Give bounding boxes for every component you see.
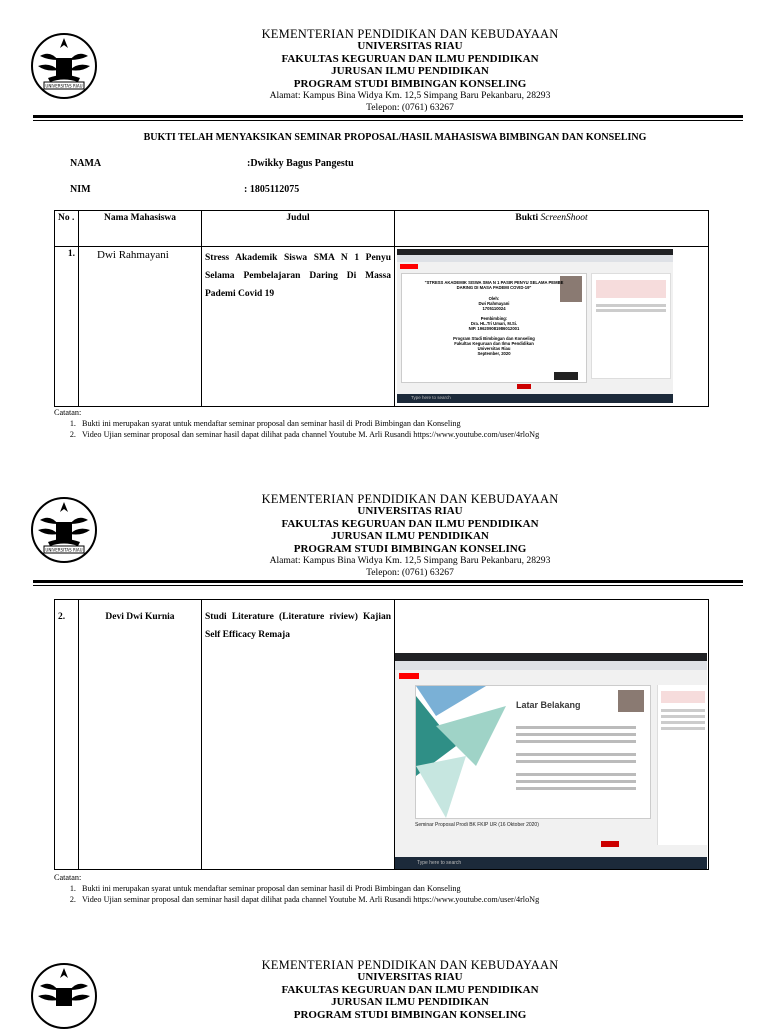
faculty-name: FAKULTAS KEGURUAN DAN ILMU PENDIDIKAN xyxy=(281,517,539,530)
subscribe-button[interactable] xyxy=(517,384,531,389)
table-row xyxy=(55,247,709,407)
note-item: 1. Bukti ini merupakan syarat untuk mendaftar seminar proposal dan seminar hasil di Prodi Bimbingan dan Konseling xyxy=(78,883,539,894)
svg-text:UNIVERSITAS RIAU: UNIVERSITAS RIAU xyxy=(45,83,83,89)
notes-1 xyxy=(54,407,539,440)
department-name: JURUSAN ILMU PENDIDIKAN xyxy=(331,65,489,78)
university-logo xyxy=(30,962,98,1030)
row-no: 2. xyxy=(55,600,79,870)
ministry-name: KEMENTERIAN PENDIDIKAN DAN KEBUDAYAAN xyxy=(261,492,559,506)
divider xyxy=(33,115,743,118)
university-logo xyxy=(30,496,98,564)
slide-preview: Latar Belakang xyxy=(415,685,651,819)
nim-value: : 1805112075 xyxy=(244,184,300,195)
video-title: Seminar Proposal Prodi BK FKIP UR (16 Oktober 2020) xyxy=(415,822,539,828)
proof-table-1 xyxy=(54,210,709,407)
nim-label: NIM xyxy=(70,184,91,195)
row-judul: Stress Akademik Siswa SMA N 1 Penyu Selama Pembelajaran Daring Di Massa Pademi Covid 19 xyxy=(202,247,395,407)
note-item: 1. Bukti ini merupakan syarat untuk mendaftar seminar proposal dan seminar hasil di Prodi Bimbingan dan Konseling xyxy=(78,418,539,429)
screenshot-image xyxy=(395,653,707,869)
phone: Telepon: (0761) 63267 xyxy=(366,102,454,114)
header-no: No . xyxy=(55,211,79,247)
ministry-name: KEMENTERIAN PENDIDIKAN DAN KEBUDAYAAN xyxy=(261,27,559,41)
divider xyxy=(33,585,743,586)
proof-table-2 xyxy=(54,599,709,870)
header-nama: Nama Mahasiswa xyxy=(79,211,202,247)
row-nama: Dwi Rahmayani xyxy=(79,247,202,407)
youtube-logo-icon xyxy=(399,673,419,679)
row-judul: Studi Literature (Literature riview) Kajian Self Efficacy Remaja xyxy=(202,600,395,870)
department-name: JURUSAN ILMU PENDIDIKAN xyxy=(331,530,489,543)
row-no: 1. xyxy=(55,247,79,407)
faculty-name: FAKULTAS KEGURUAN DAN ILMU PENDIDIKAN xyxy=(281,983,539,996)
notes-2 xyxy=(54,872,539,905)
table-row xyxy=(55,600,709,870)
header-judul: Judul xyxy=(202,211,395,247)
row-screenshot xyxy=(395,247,709,407)
taskbar: Type here to search xyxy=(395,857,707,869)
address: Alamat: Kampus Bina Widya Km. 12,5 Simpang Baru Pekanbaru, 28293 xyxy=(269,555,551,567)
notes-label: Catatan: xyxy=(54,873,82,882)
subscribe-button[interactable] xyxy=(601,841,619,847)
live-chat-panel xyxy=(591,273,671,379)
note-item: 2. Video Ujian seminar proposal dan seminar hasil dapat dilihat pada channel Youtube M. Arli Rusandi https://www.youtube.com/user/4rloNg xyxy=(78,429,539,440)
university-name: UNIVERSITAS RIAU xyxy=(357,505,463,518)
header-bukti: Bukti ScreenShoot xyxy=(395,211,709,247)
youtube-logo-icon xyxy=(400,264,418,269)
live-chat-panel xyxy=(657,685,707,845)
address: Alamat: Kampus Bina Widya Km. 12,5 Simpang Baru Pekanbaru, 28293 xyxy=(269,90,551,102)
phone: Telepon: (0761) 63267 xyxy=(366,567,454,579)
ministry-name: KEMENTERIAN PENDIDIKAN DAN KEBUDAYAAN xyxy=(261,958,559,972)
university-name: UNIVERSITAS RIAU xyxy=(357,40,463,53)
nama-value: :Dwikky Bagus Pangestu xyxy=(247,158,354,169)
university-name: UNIVERSITAS RIAU xyxy=(357,971,463,984)
slide-preview: "STRESS AKADEMIK SISWA SMA N 1 PASIR PENYU SELAMA PEMBE DARING DI MASA PADEMI COVID-19" Oleh: Dwi Rahmayani 1705110024 Pembimbing: Dra. HL.Tri Umari, M.Si. NIP. 196209081986012001 Program Studi Bimbingan dan Konseling Fakultas Keguruan dan Ilmu Pendidikan Universitas Riau September, 2020 xyxy=(401,273,587,383)
screenshot-image xyxy=(397,249,673,403)
svg-text:UNIVERSITAS RIAU: UNIVERSITAS RIAU xyxy=(45,547,83,553)
notes-label: Catatan: xyxy=(54,408,82,417)
faculty-name: FAKULTAS KEGURUAN DAN ILMU PENDIDIKAN xyxy=(281,52,539,65)
university-logo xyxy=(30,32,98,100)
program-name: PROGRAM STUDI BIMBINGAN KONSELING xyxy=(293,1008,527,1021)
note-item: 2. Video Ujian seminar proposal dan seminar hasil dapat dilihat pada channel Youtube M. Arli Rusandi https://www.youtube.com/user/4rloNg xyxy=(78,894,539,905)
nama-label: NAMA xyxy=(70,158,102,169)
department-name: JURUSAN ILMU PENDIDIKAN xyxy=(331,996,489,1009)
divider xyxy=(33,580,743,583)
divider xyxy=(33,120,743,121)
row-nama: Devi Dwi Kurnia xyxy=(79,600,202,870)
row-screenshot xyxy=(395,600,709,870)
program-name: PROGRAM STUDI BIMBINGAN KONSELING xyxy=(293,77,527,90)
document-title: BUKTI TELAH MENYAKSIKAN SEMINAR PROPOSAL/HASIL MAHASISWA BIMBINGAN DAN KONSELING xyxy=(143,132,647,143)
taskbar: Type here to search xyxy=(397,394,673,403)
program-name: PROGRAM STUDI BIMBINGAN KONSELING xyxy=(293,542,527,555)
